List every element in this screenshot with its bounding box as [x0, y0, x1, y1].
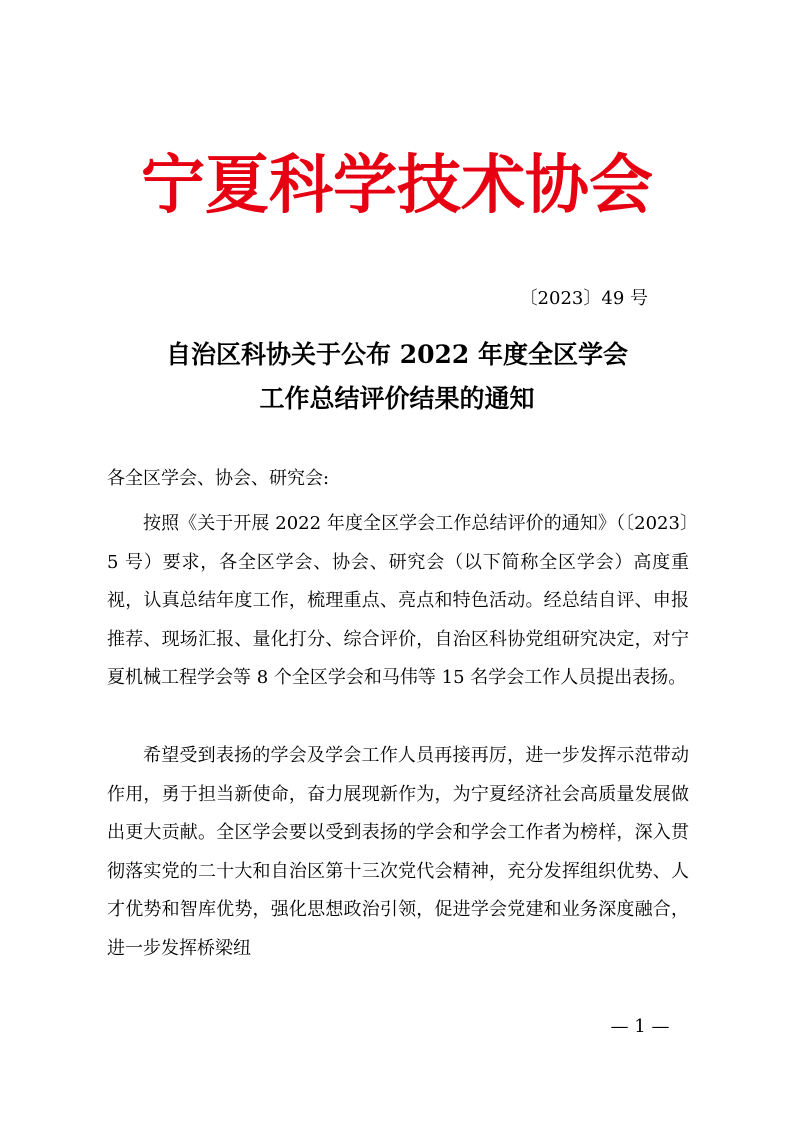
document-title-line-2: 工作总结评价结果的通知 — [259, 384, 535, 413]
body-paragraph-2: 希望受到表扬的学会及学会工作人员再接再厉，进一步发挥示范带动作用，勇于担当新使命，奋力展现新作为，为宁夏经济社会高质量发展做出更大贡献。全区学会要以受到表扬的学会和学会工作者为榜样，深入贯彻落实党的二十大和自治区第十三次党代会精神，充分发挥组织优势、人才优势和智库优势，强化思想政治引领，促进学会党建和业务深度融合，进一步发挥桥梁纽 — [107, 745, 689, 959]
body-paragraph-1: 按照《关于开展 2022 年度全区学会工作总结评价的通知》（〔2023〕5 号）要求，各全区学会、协会、研究会（以下简称全区学会）高度重视，认真总结年度工作，梳理重点、亮点和特色活动。经总结自评、申报推荐、现场汇报、量化打分、综合评价，自治区科协党组研究决定，对宁夏机械工程学会等 8 个全区学会和马伟等 15 名学会工作人员提出表扬。 — [107, 513, 689, 688]
document-number: 〔2023〕49 号 — [519, 288, 648, 309]
salutation: 各全区学会、协会、研究会: — [107, 468, 330, 489]
document-title-line-1: 自治区科协关于公布 2022 年度全区学会 — [166, 340, 628, 369]
organization-header: 宁夏科学技术协会 — [141, 148, 653, 223]
page-number: — 1 — — [610, 1016, 670, 1037]
